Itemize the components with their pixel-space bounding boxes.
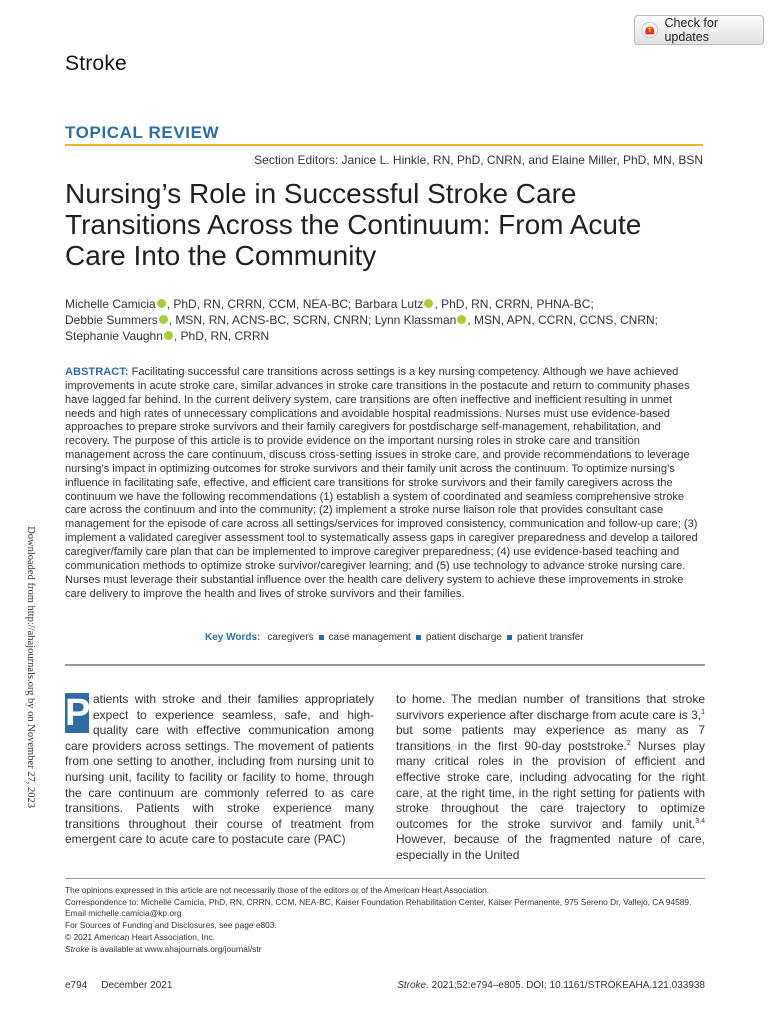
keywords <box>205 632 584 643</box>
page-number: e794 <box>65 980 88 991</box>
availability-text[interactable]: is available at www.ahajournals.org/journal/str <box>89 943 262 954</box>
orcid-icon[interactable] <box>424 299 433 308</box>
abstract-text: Facilitating successful care transitions across settings is a key nursing competency. Although we have achieved improvements in acute stroke care, similar advances in stroke care transitions in the postacute and return to community phases have lagged far behind. In the current delivery system, care transitions are often ineffective and inefficient resulting in unmet needs and high rates of unnecessary complications and avoidable hospital readmissions. Nurses must use evidence-based approaches to prepare stroke survivors and their family caregivers for postdischarge self-management, rehabilitation, and recovery. The purpose of this article is to provide evidence on the important nursing roles in stroke care and transition management across the care continuum, discuss cross-setting issues in stroke care, and provide recommendations to leverage nursing’s impact in optimizing outcomes for stroke survivors and their family unit across the continuum. To optimize nursing’s influence in facilitating safe, effective, and efficient care transitions for stroke survivors and their family caregivers across the continuum we have the following recommendations (1) establish a system of coordinated and seamless comprehensive stroke care across the continuum and into the community; (2) implement a stroke nurse liaison role that provides consultant case management for the episode of care across all settings/services for improved consistency, communication and follow-up care; (3) implement a validated caregiver assessment tool to systematically assess gaps in caregiver preparedness and develop a tailored caregiver/family care plan that can be implemented to improve caregiver preparedness; (4) use evidence-based teaching and communication methods to optimize stroke survivor/caregiver learning; and (5) use technology to advance stroke nursing care. Nurses must leverage their substantial influence over the health care delivery system to achieve these improvements in stroke care delivery to improve the health and lives of stroke survivors and their families. <box>65 366 698 600</box>
footnote-divider <box>65 878 705 879</box>
footnote-copyright: © 2021 American Heart Association, Inc. <box>65 931 216 942</box>
orcid-icon[interactable] <box>164 331 173 340</box>
abstract-label: ABSTRACT: <box>65 366 129 378</box>
author-name[interactable]: Lynn Klassman <box>374 313 457 327</box>
abstract <box>65 366 705 601</box>
author-line-3 <box>65 328 705 344</box>
author-name[interactable]: Debbie Summers <box>65 313 158 327</box>
check-for-updates-label: Check for updates <box>664 16 718 44</box>
article-title: Nursing’s Role in Successful Stroke Care Transitions Across the Continuum: From Acute Care Into the Community <box>65 178 642 271</box>
keyword[interactable]: caregivers <box>267 632 314 643</box>
issue-date: December 2021 <box>101 980 173 991</box>
keyword[interactable]: patient transfer <box>516 632 584 643</box>
reference-link[interactable]: 1 <box>701 708 705 716</box>
footnotes <box>65 885 705 955</box>
author-line-1 <box>65 296 705 312</box>
footnote-correspondence: Correspondence to: Michelle Camicia, PhD, RN, CRRN, CCM, NEA-BC, Kaiser Foundation Rehabilitation Center, Kaiser Permanente, 975 Sereno Dr, Vallejo, CA 94589. Email michelle.camicia@kp.org <box>65 896 692 919</box>
body-column-left <box>65 692 374 848</box>
orcid-icon[interactable] <box>159 315 168 324</box>
footnote-funding: For Sources of Funding and Disclosures, see page e803. <box>65 920 277 931</box>
body-column-right <box>396 692 705 864</box>
section-label: TOPICAL REVIEW <box>65 123 220 142</box>
body-text: atients with stroke and their families appropriately expect to experience seamless, safe, and high-quality care with effective communication among care providers across settings. The movement of patients from one setting to another, including from nursing unit to nursing unit, facility to facility or facility to home, through the care continuum are commonly referred to as care transitions. Patients with stroke experience many transitions throughout their course of treatment from emergent care to acute care to postacute care (PAC) <box>65 692 374 847</box>
drop-cap: P <box>65 692 91 734</box>
keyword-separator <box>319 635 324 640</box>
orcid-icon[interactable] <box>457 315 466 324</box>
footnote-availability <box>65 944 705 956</box>
keyword-separator <box>507 635 512 640</box>
journal-name-italic: Stroke <box>65 943 90 954</box>
section-divider <box>65 144 703 146</box>
author-list <box>65 296 705 344</box>
citation-details: 2021;52:e794–e805. DOI: 10.1161/STROKEAHA.121.033938 <box>428 980 705 991</box>
author-credentials: , MSN, RN, ACNS-BC, SCRN, CNRN; <box>168 313 375 327</box>
section-editors: Section Editors: Janice L. Hinkle, RN, PhD, CNRN, and Elaine Miller, PhD, MN, BSN <box>254 153 703 167</box>
orcid-icon[interactable] <box>157 299 166 308</box>
body-text: to home. The median number of transitions that stroke survivors experience after discharge from acute care is 3, <box>396 692 705 722</box>
keyword-separator <box>416 635 421 640</box>
reference-link[interactable]: 3,4 <box>695 817 705 825</box>
check-for-updates-icon <box>641 21 658 39</box>
author-line-2 <box>65 312 705 328</box>
author-credentials: , PhD, RN, CRRN, PHNA-BC; <box>434 297 594 311</box>
body-text: However, because of the fragmented nature of care, especially in the United <box>396 832 705 862</box>
body-text: Nurses play many critical roles in the provision of efficient and effective stroke care, including advocating for the right care, at the right time, in the right setting for patients with stroke throughout the care trajectory to optimize outcomes for the stroke survivor and family unit. <box>396 738 705 831</box>
author-name[interactable]: Stephanie Vaughn <box>65 329 163 343</box>
citation <box>397 980 705 991</box>
body-text: but some patients may experience as many as 7 transitions in the first 90-day poststroke. <box>396 723 705 753</box>
keywords-label: Key Words: <box>205 632 261 643</box>
author-name[interactable]: Barbara Lutz <box>354 297 424 311</box>
body-divider <box>65 664 705 666</box>
citation-journal: Stroke. <box>397 980 429 991</box>
footnote-disclaimer: The opinions expressed in this article are not necessarily those of the editors or of the American Heart Association. <box>65 885 490 895</box>
author-credentials: , MSN, APN, CCRN, CCNS, CNRN; <box>467 313 659 327</box>
author-credentials: , PhD, RN, CRRN, CCM, NEA-BC; <box>166 297 355 311</box>
check-for-updates-button[interactable] <box>634 15 764 45</box>
reference-link[interactable]: 2 <box>626 739 631 747</box>
journal-name: Stroke <box>65 52 127 75</box>
author-name[interactable]: Michelle Camicia <box>65 297 156 311</box>
author-credentials: , PhD, RN, CRRN <box>173 329 270 343</box>
page-footer-left <box>65 980 172 991</box>
keyword[interactable]: case management <box>328 632 411 643</box>
keyword[interactable]: patient discharge <box>425 632 502 643</box>
download-watermark-text: Downloaded from http://ahajournals.org by on November 27, 2023 <box>25 526 36 808</box>
